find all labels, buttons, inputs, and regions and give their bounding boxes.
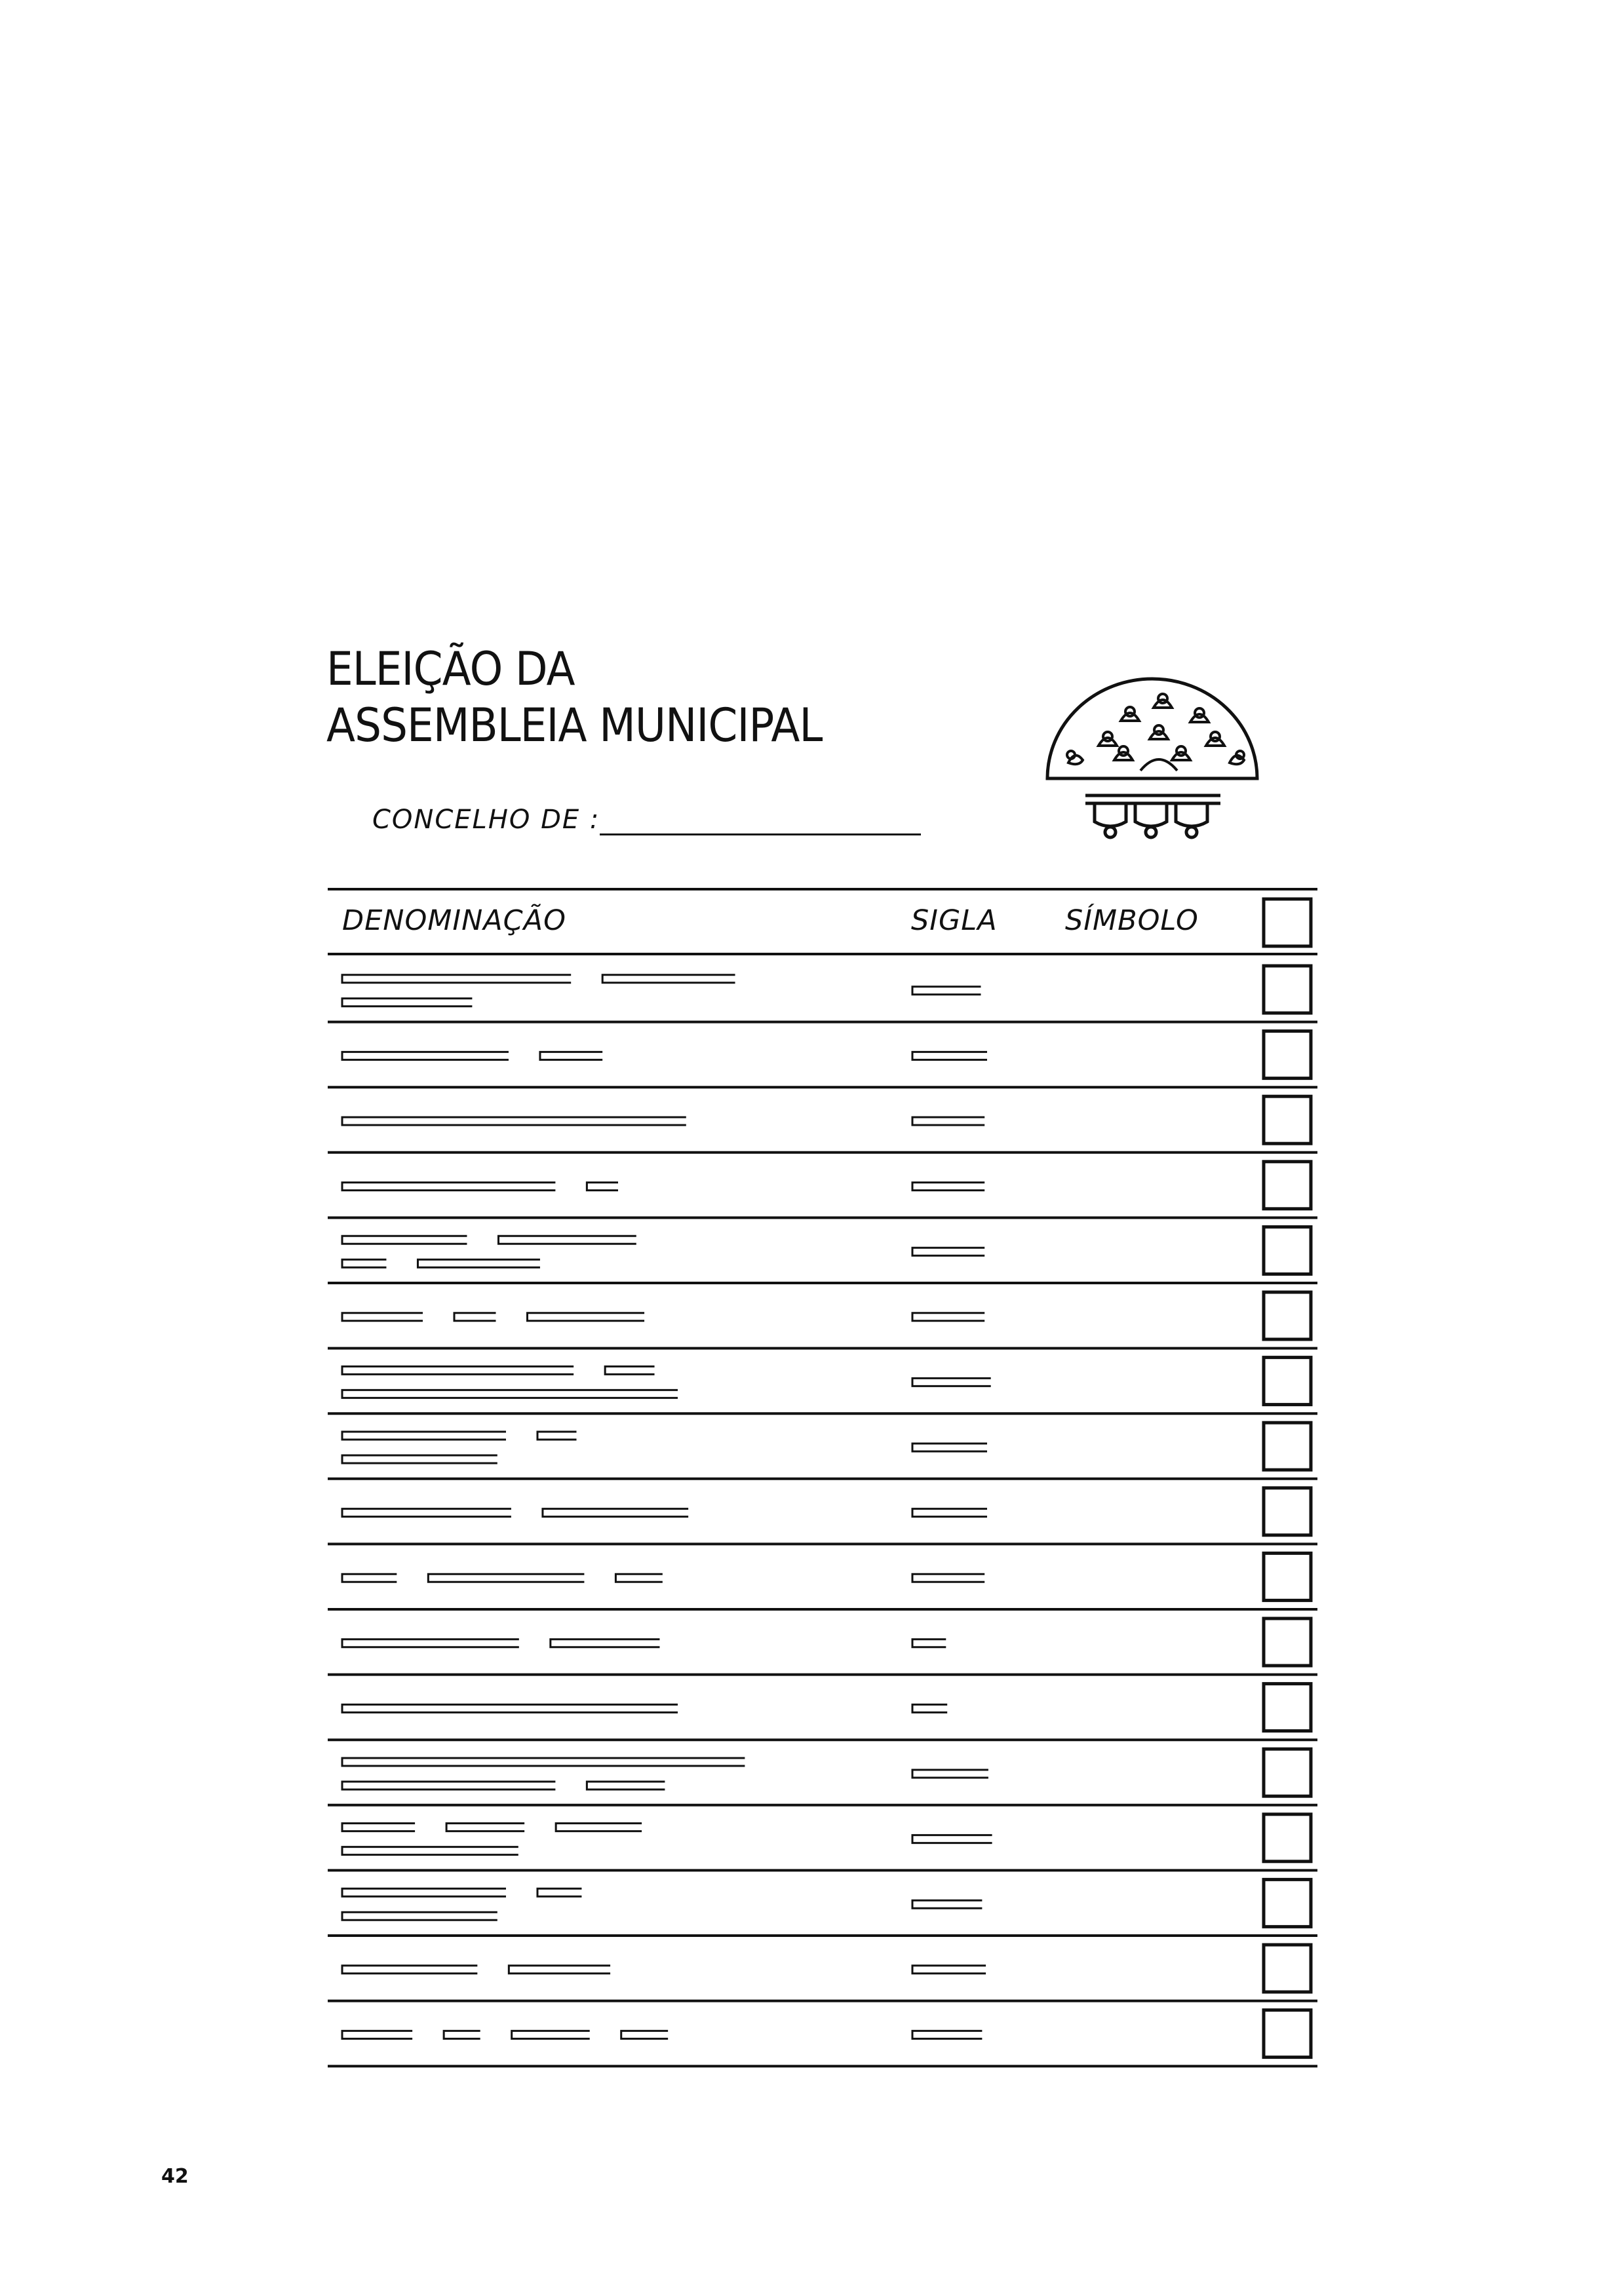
party-name-line-16-1-2 [509, 1966, 610, 1974]
party-name-line-2-1-2 [540, 1052, 602, 1060]
vote-checkbox-17[interactable] [1264, 2010, 1311, 2057]
party-name-line-13-1-1 [342, 1758, 745, 1766]
election-title [326, 641, 865, 754]
party-name-line-15-1-2 [537, 1888, 581, 1896]
party-name-line-2-1-1 [342, 1052, 509, 1060]
party-name-line-6-1-3 [527, 1313, 644, 1321]
party-sigla-6 [912, 1313, 984, 1321]
vote-checkbox-11[interactable] [1264, 1618, 1311, 1666]
party-name-line-5-1-2 [498, 1236, 636, 1244]
party-sigla-16 [912, 1966, 986, 1974]
party-name-line-11-1-2 [551, 1639, 660, 1647]
party-name-line-12-1-1 [342, 1704, 678, 1712]
page-number: 42 [161, 2165, 189, 2188]
party-name-line-3-1-1 [342, 1117, 686, 1125]
party-sigla-3 [912, 1117, 984, 1125]
concelho-blank-line[interactable] [600, 833, 921, 835]
party-name-line-1-1-2 [602, 975, 735, 983]
party-name-line-6-1-2 [454, 1313, 496, 1321]
party-name-line-8-1-1 [342, 1432, 506, 1440]
party-name-line-14-1-2 [446, 1824, 524, 1831]
party-name-line-7-2-1 [342, 1390, 678, 1398]
party-name-line-17-1-2 [444, 2031, 480, 2038]
vote-checkbox-3[interactable] [1264, 1096, 1311, 1143]
party-sigla-10 [912, 1574, 984, 1582]
party-name-line-9-1-1 [342, 1509, 511, 1517]
party-name-line-1-2-1 [342, 999, 472, 1006]
vote-checkbox-10[interactable] [1264, 1553, 1311, 1600]
party-name-line-5-2-1 [342, 1259, 386, 1267]
party-name-line-4-1-2 [587, 1183, 618, 1191]
vote-checkbox-16[interactable] [1264, 1945, 1311, 1992]
party-sigla-17 [912, 2031, 982, 2038]
vote-checkbox-2[interactable] [1264, 1031, 1311, 1079]
party-name-line-16-1-1 [342, 1966, 477, 1974]
party-name-line-7-1-2 [605, 1366, 654, 1374]
party-name-line-5-1-1 [342, 1236, 467, 1244]
vote-checkbox-8[interactable] [1264, 1423, 1311, 1470]
column-header-sigla: SIGLA [911, 904, 998, 937]
vote-checkbox-5[interactable] [1264, 1227, 1311, 1274]
vote-checkbox-4[interactable] [1264, 1162, 1311, 1209]
party-sigla-5 [912, 1248, 984, 1255]
vote-checkbox-6[interactable] [1264, 1292, 1311, 1339]
party-sigla-12 [912, 1704, 947, 1712]
party-sigla-8 [912, 1444, 987, 1451]
party-name-line-10-1-2 [428, 1574, 584, 1582]
party-name-line-4-1-1 [342, 1183, 555, 1191]
vote-checkbox-9[interactable] [1264, 1488, 1311, 1535]
party-name-line-6-1-1 [342, 1313, 423, 1321]
party-name-line-14-1-1 [342, 1824, 415, 1831]
header-checkbox [1264, 899, 1311, 946]
party-name-line-7-1-1 [342, 1366, 574, 1374]
party-name-line-13-2-1 [342, 1782, 555, 1789]
party-sigla-7 [912, 1378, 991, 1386]
party-name-line-9-1-2 [543, 1509, 688, 1517]
party-name-line-17-1-3 [512, 2031, 590, 2038]
party-sigla-4 [912, 1183, 984, 1191]
party-name-line-17-1-4 [621, 2031, 668, 2038]
vote-checkbox-1[interactable] [1264, 966, 1311, 1013]
party-sigla-11 [912, 1639, 946, 1647]
party-name-line-13-2-2 [587, 1782, 665, 1789]
vote-checkbox-12[interactable] [1264, 1684, 1311, 1731]
party-sigla-15 [912, 1900, 982, 1908]
vote-checkbox-15[interactable] [1264, 1879, 1311, 1926]
party-name-line-10-1-1 [342, 1574, 397, 1582]
party-sigla-2 [912, 1052, 987, 1060]
party-name-line-17-1-1 [342, 2031, 412, 2038]
party-name-line-15-2-1 [342, 1912, 497, 1920]
party-name-line-8-1-2 [537, 1432, 577, 1440]
party-name-line-10-1-3 [615, 1574, 662, 1582]
party-name-line-5-2-2 [418, 1259, 539, 1267]
party-sigla-1 [912, 987, 981, 995]
party-name-line-11-1-1 [342, 1639, 519, 1647]
vote-checkbox-13[interactable] [1264, 1749, 1311, 1796]
party-sigla-9 [912, 1509, 987, 1517]
party-sigla-13 [912, 1770, 988, 1778]
party-name-line-14-2-1 [342, 1847, 518, 1855]
column-header-denominacao: DENOMINAÇÃO [342, 904, 566, 937]
party-name-line-8-2-1 [342, 1455, 497, 1463]
party-name-line-1-1-1 [342, 975, 571, 983]
party-name-line-14-1-3 [556, 1824, 642, 1831]
ballot-table [328, 890, 1317, 2069]
parliament-hemicycle-icon [1042, 674, 1265, 845]
title-line-1: ELEIÇÃO DA [326, 642, 575, 696]
party-name-line-15-1-1 [342, 1888, 506, 1896]
column-header-simbolo: SÍMBOLO [1065, 904, 1199, 937]
vote-checkbox-14[interactable] [1264, 1814, 1311, 1862]
vote-checkbox-7[interactable] [1264, 1358, 1311, 1405]
party-sigla-14 [912, 1835, 992, 1843]
concelho-label: CONCELHO DE : [372, 805, 600, 835]
title-line-2: ASSEMBLEIA MUNICIPAL [326, 698, 823, 752]
